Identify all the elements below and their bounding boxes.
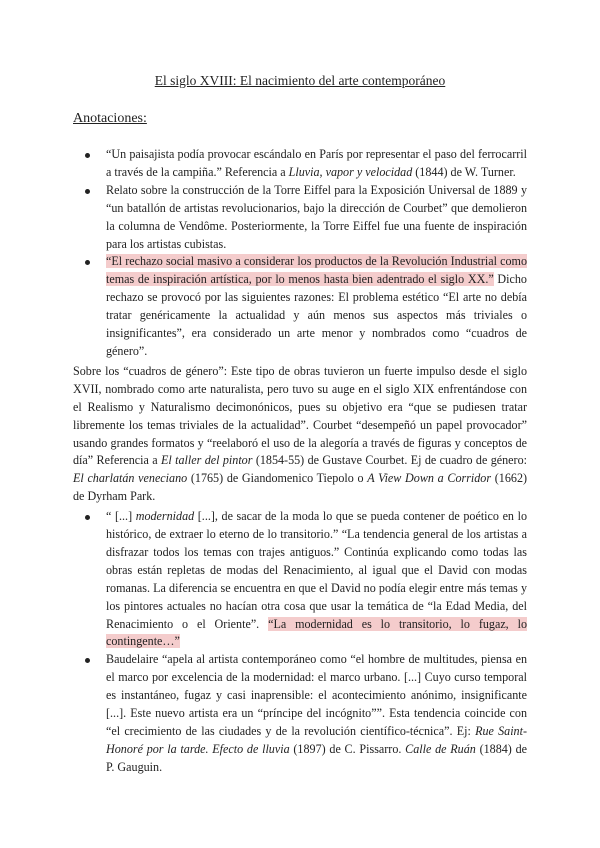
list-item: “ [...] modernidad [...], de sacar de la moda lo que se pueda contener de poético en lo histórico, de extraer lo eterno de lo transitorio.” “La tendencia general de los artistas a disfrazar todos los temas con trajes antiguos.” Continúa explicando como todas las obras están repletas de modas del Renacimiento, al igual que el David con modas romanas. La diferencia se encuentra en que el David no podía elegir entre más temas y los pintores actuales no hacían otra cosa que usar la temática de “la Edad Media, del Renacimiento o el Oriente”. “La modernidad es lo transitorio, lo fugaz, lo contingente…” — [73, 508, 527, 651]
bullet-icon — [85, 153, 90, 158]
highlighted-text: “La modernidad es lo transitorio, lo fugaz, lo contingente…” — [106, 616, 527, 649]
bullet-list-2 — [73, 508, 527, 777]
paragraph-cuadros-de-genero: Sobre los “cuadros de género”: Este tipo de obras tuvieron un fuerte impulso desde el siglo XVII, nombrado como arte naturalista, pero tuvo su auge en el siglo XIX enfrentándose con el Realismo y Naturalismo decimonónicos, pues su objetivo era “que se pudiesen tratar libremente los temas triviales de la actualidad”. Courbet “desempeñó un papel provocador” usando grandes formatos y “reelaboró el uso de la alegoría a través de figuras y conceptos de día” Referencia a El taller del pintor (1854-55) de Gustave Courbet. Ej de cuadro de género: El charlatán veneciano (1765) de Giandomenico Tiepolo o A View Down a Corridor (1662) de Dyrham Park. — [73, 363, 528, 504]
list-item: Relato sobre la construcción de la Torre Eiffel para la Exposición Universal de 1889 y “un batallón de artistas revolucionarios, bajo la dirección de Courbet” que demolieron la columna de Vendôme. Posteriormente, la Torre Eiffel fue una fuente de inspiración para los artistas cubistas. — [73, 182, 527, 254]
list-item: “El rechazo social masivo a considerar los productos de la Revolución Industrial como temas de inspiración artística, por lo menos hasta bien adentrado el siglo XX.” Dicho rechazo se provocó por las siguientes razones: El problema estético “El arte no debía tratar genéricamente la actualidad y aún menos sus aspectos más triviales o insignificantes”, era considerado un arte menor y nombrados como “cuadros de género”. — [73, 253, 527, 360]
highlighted-text: “El rechazo social masivo a considerar los productos de la Revolución Industrial como temas de inspiración artística, por lo menos hasta bien adentrado el siglo XX.” — [106, 254, 527, 287]
list-item: “Un paisajista podía provocar escándalo en París por representar el paso del ferrocarril a través de la campiña.” Referencia a Lluvia, vapor y velocidad (1844) de W. Turner. — [73, 146, 527, 182]
bullet-icon — [85, 189, 90, 194]
list-item: Baudelaire “apela al artista contemporáneo como “el hombre de multitudes, piensa en el marco por excelencia de la modernidad: el marco urbano. [...] Cuyo curso temporal es instantáneo, fugaz y casi inaprensible: el acontecimiento anónimo, insignificante [...]. Este nuevo artista era un “príncipe del incógnito””. Esta tendencia coincide con “el crecimiento de las ciudades y de la revolución científico-técnica”. Ej: Rue Saint-Honoré por la tarde. Efecto de lluvia (1897) de C. Pissarro. Calle de Ruán (1884) de P. Gauguin. — [73, 651, 527, 776]
page-title: El siglo XVIII: El nacimiento del arte contemporáneo — [154, 73, 446, 88]
bullet-list-1 — [73, 146, 527, 361]
section-heading: Anotaciones: — [73, 111, 147, 126]
bullet-icon — [85, 658, 90, 663]
document-body — [73, 146, 527, 777]
bullet-icon — [85, 515, 90, 520]
bullet-icon — [85, 260, 90, 265]
